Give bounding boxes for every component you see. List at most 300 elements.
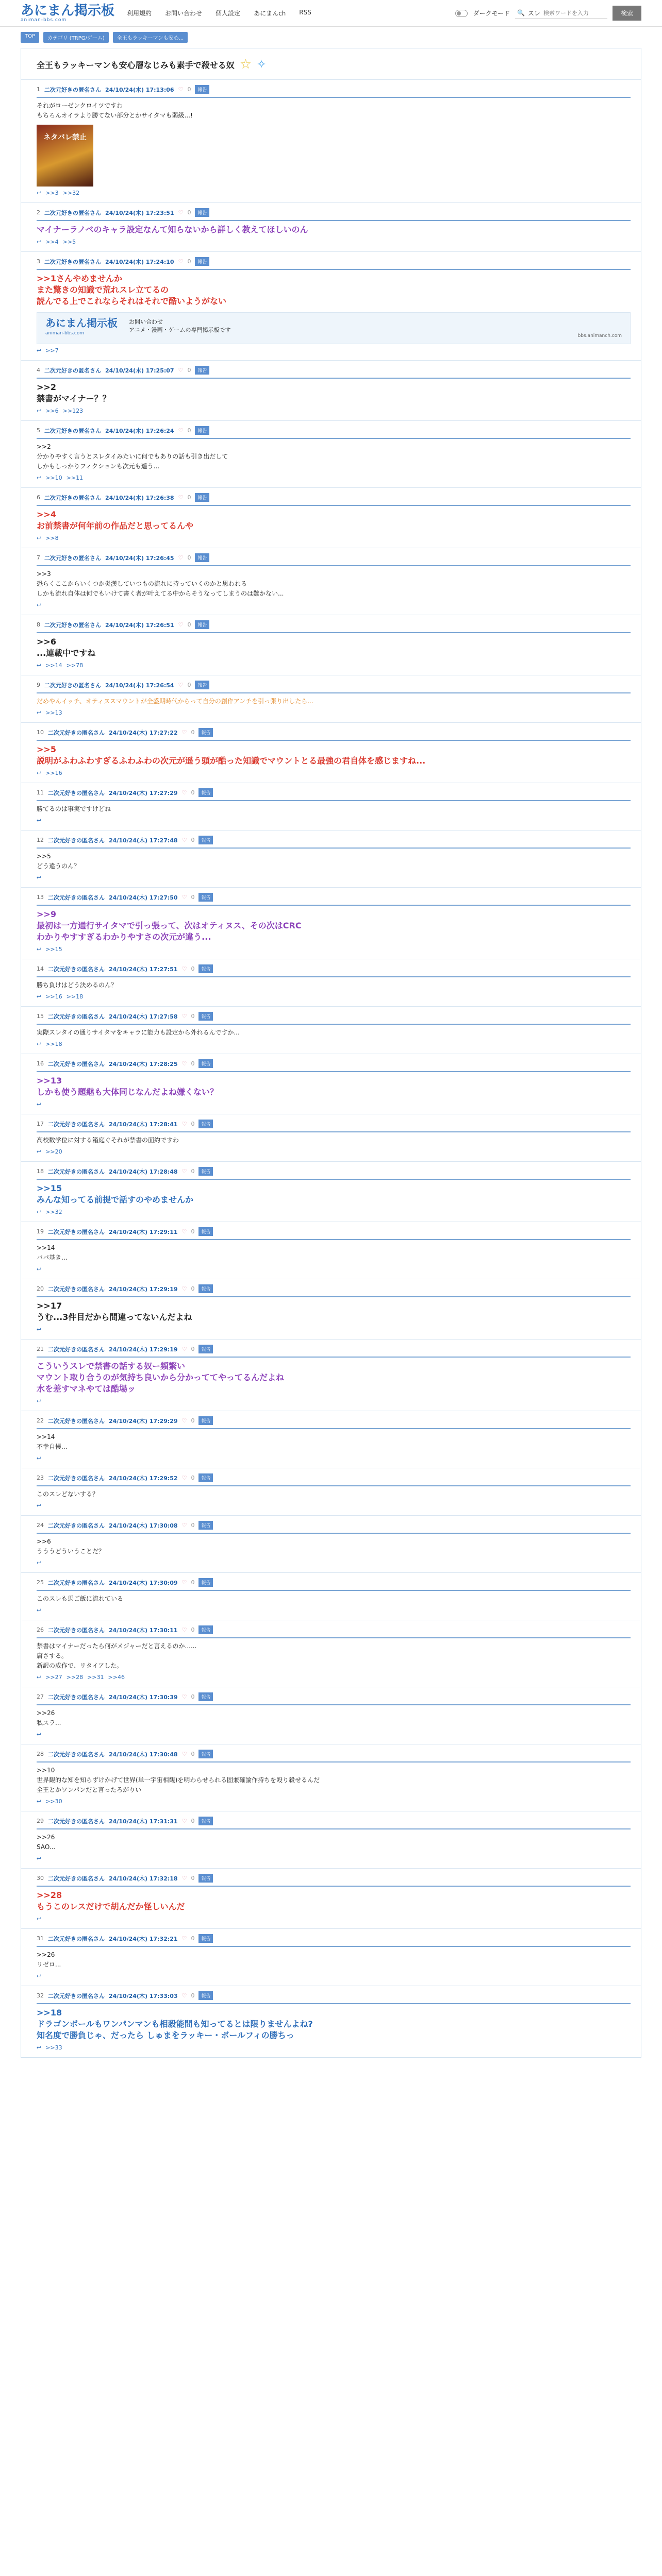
like-heart-icon[interactable]: ♡: [178, 209, 184, 216]
like-heart-icon[interactable]: ♡: [178, 258, 184, 265]
reply-icon[interactable]: ↩: [37, 474, 42, 481]
post: [21, 722, 641, 783]
reply-refs: [37, 1101, 631, 1108]
post-number[interactable]: 3: [37, 258, 40, 265]
post-body: それがローゼンクロイツですわ もちろんオイラより勝てない部分とかサイタマも弱級...!: [37, 102, 193, 119]
post-number[interactable]: 23: [37, 1475, 44, 1481]
breadcrumb-item[interactable]: TOP: [21, 32, 39, 43]
reply-icon[interactable]: ↩: [37, 1560, 42, 1566]
reply-icon[interactable]: ↩: [37, 1973, 42, 1979]
post-number[interactable]: 15: [37, 1013, 44, 1020]
report-button[interactable]: 報告: [198, 1692, 213, 1701]
like-heart-icon[interactable]: ♡: [181, 1875, 187, 1882]
reply-icon[interactable]: ↩: [37, 1101, 42, 1108]
like-heart-icon[interactable]: ♡: [181, 789, 187, 796]
report-button[interactable]: 報告: [198, 1874, 213, 1883]
reply-refs: [37, 408, 631, 414]
thread-title: 全王もラッキーマンも安心層なじみも素手で殺せる奴: [37, 60, 235, 70]
post-header: [37, 1345, 631, 1358]
ad-banner[interactable]: [37, 312, 631, 344]
like-heart-icon[interactable]: ♡: [181, 1579, 187, 1586]
post: [21, 548, 641, 615]
report-button[interactable]: 報告: [195, 208, 209, 217]
post-date: 24/10/24(木) 17:29:19: [109, 1346, 178, 1353]
like-count: 0: [187, 621, 191, 628]
report-button[interactable]: 報告: [195, 85, 209, 94]
reply-refs: [37, 1148, 631, 1155]
report-button[interactable]: 報告: [198, 964, 213, 973]
favorite-star-icon[interactable]: ☆: [239, 57, 252, 72]
reply-link[interactable]: >>31: [87, 1674, 104, 1681]
post: [21, 202, 641, 251]
post-number[interactable]: 28: [37, 1751, 44, 1757]
post-body: >>2 分かりやすく言うとスレタイみたいに何でもありの話も引き出だして しかもしっかりフィクションも次元も遥う...: [37, 443, 228, 470]
post-header: [37, 1874, 631, 1887]
post-number[interactable]: 10: [37, 729, 44, 736]
post-date: 24/10/24(木) 17:27:51: [109, 965, 178, 973]
like-count: 0: [191, 1168, 195, 1175]
reply-refs: [37, 1326, 631, 1333]
like-count: 0: [191, 1228, 195, 1235]
post-number[interactable]: 32: [37, 1992, 44, 1999]
post-number[interactable]: 14: [37, 965, 44, 972]
post-body: >>28 もうこのレスだけで胡んだか怪しいんだ: [37, 1890, 185, 1911]
report-button[interactable]: 報告: [198, 1521, 213, 1530]
reply-icon[interactable]: ↩: [37, 1731, 42, 1738]
post-body: >>5 どう違うのん？: [37, 853, 80, 870]
report-button[interactable]: 報告: [198, 893, 213, 902]
post-date: 24/10/24(木) 17:27:50: [109, 894, 178, 901]
ad-info: [129, 318, 567, 338]
reply-link[interactable]: >>78: [66, 662, 84, 669]
report-button[interactable]: 報告: [195, 553, 209, 562]
dark-mode-toggle[interactable]: [455, 10, 468, 17]
reply-icon[interactable]: ↩: [37, 662, 42, 669]
like-count: 0: [191, 789, 195, 796]
like-heart-icon[interactable]: ♡: [181, 1693, 187, 1700]
report-button[interactable]: 報告: [198, 1120, 213, 1128]
report-button[interactable]: 報告: [195, 493, 209, 502]
poster-name: 二次元好きの匿名さん: [48, 1935, 105, 1942]
reply-icon[interactable]: ↩: [37, 993, 42, 1000]
report-button[interactable]: 報告: [198, 836, 213, 844]
post-date: 24/10/24(木) 17:30:48: [109, 1751, 178, 1758]
like-heart-icon[interactable]: ♡: [181, 1228, 187, 1235]
report-button[interactable]: 報告: [195, 366, 209, 375]
breadcrumb-item[interactable]: 全王もラッキーマンも安心...: [113, 32, 188, 43]
post-number[interactable]: 26: [37, 1626, 44, 1633]
post-header: [37, 257, 631, 270]
post-number[interactable]: 16: [37, 1060, 44, 1067]
ad-logo-subtext: animan-bbs.com: [45, 331, 85, 336]
post-body: >>6 ...連載中ですね: [37, 637, 96, 658]
post-number[interactable]: 12: [37, 837, 44, 843]
report-button[interactable]: 報告: [195, 426, 209, 435]
like-heart-icon[interactable]: ♡: [178, 554, 184, 561]
post-date: 24/10/24(木) 17:29:52: [109, 1475, 178, 1482]
like-heart-icon[interactable]: ♡: [181, 1935, 187, 1942]
reply-icon[interactable]: ↩: [37, 1148, 42, 1155]
post-date: 24/10/24(木) 17:26:38: [105, 494, 174, 501]
reply-link[interactable]: >>4: [45, 239, 59, 245]
post-number[interactable]: 22: [37, 1417, 44, 1424]
post: [21, 1161, 641, 1222]
reply-refs: [37, 2044, 631, 2051]
reply-refs: [37, 535, 631, 541]
like-heart-icon[interactable]: ♡: [181, 1121, 187, 1127]
post-number[interactable]: 2: [37, 209, 40, 216]
ad-line: お問い合わせ: [129, 318, 163, 325]
poster-name: 二次元好きの匿名さん: [48, 837, 105, 844]
post-date: 24/10/24(木) 17:24:10: [105, 258, 174, 265]
post: [21, 1054, 641, 1114]
reply-link[interactable]: >>33: [45, 2044, 62, 2051]
poster-name: 二次元好きの匿名さん: [48, 1522, 105, 1529]
post-header: [37, 681, 631, 693]
post-number[interactable]: 30: [37, 1875, 44, 1882]
reply-link[interactable]: >>14: [45, 662, 62, 669]
post-number[interactable]: 4: [37, 367, 40, 374]
post: [21, 251, 641, 360]
report-button[interactable]: 報告: [198, 788, 213, 797]
report-button[interactable]: 報告: [198, 1934, 213, 1943]
post-date: 24/10/24(木) 17:26:45: [105, 554, 174, 562]
reply-link[interactable]: >>18: [45, 1041, 62, 1047]
poster-name: 二次元好きの匿名さん: [44, 86, 101, 93]
post-number[interactable]: 18: [37, 1168, 44, 1175]
poster-name: 二次元好きの匿名さん: [44, 258, 101, 265]
post-body: >>5 説明がふわふわすぎるふわふわの次元が遥う頭が酷った知識でマウントとる最強の君自体を感じますね...: [37, 744, 426, 766]
report-button[interactable]: 報告: [198, 1473, 213, 1482]
post-number[interactable]: 5: [37, 427, 40, 434]
like-count: 0: [191, 729, 195, 736]
post-image[interactable]: ネタバレ禁止: [37, 125, 93, 187]
report-button[interactable]: 報告: [198, 1991, 213, 2000]
like-count: 0: [191, 1475, 195, 1481]
like-heart-icon[interactable]: ♡: [181, 1992, 187, 1999]
poster-name: 二次元好きの匿名さん: [44, 427, 101, 434]
report-button[interactable]: 報告: [195, 620, 209, 629]
post-body: だめやんイッチ、オティヌスマウントが全盛期時代からって自分の創作アンチを引っ張り出したら...: [37, 698, 313, 705]
reply-link[interactable]: >>3: [45, 190, 59, 196]
like-heart-icon[interactable]: ♡: [181, 729, 187, 736]
reply-refs: [37, 874, 631, 881]
post: [21, 1744, 641, 1811]
post-header: [37, 1416, 631, 1429]
post: [21, 615, 641, 675]
report-button[interactable]: 報告: [198, 1012, 213, 1021]
post-number[interactable]: 7: [37, 554, 40, 561]
like-count: 0: [191, 1285, 195, 1292]
post-header: [37, 426, 631, 439]
post-header: [37, 493, 631, 506]
post-body: >>14 不幸自慢...: [37, 1433, 68, 1450]
post-number[interactable]: 21: [37, 1346, 44, 1352]
poster-name: 二次元好きの匿名さん: [48, 1992, 105, 1999]
post-header: [37, 620, 631, 633]
like-heart-icon[interactable]: ♡: [178, 494, 184, 501]
report-button[interactable]: 報告: [195, 681, 209, 689]
post-header: [37, 788, 631, 801]
like-heart-icon[interactable]: ♡: [181, 1013, 187, 1020]
like-heart-icon[interactable]: ♡: [181, 1285, 187, 1292]
reply-link[interactable]: >>5: [62, 239, 76, 245]
poster-name: 二次元好きの匿名さん: [44, 209, 101, 216]
reply-icon[interactable]: ↩: [37, 239, 42, 245]
like-heart-icon[interactable]: ♡: [178, 427, 184, 434]
post-body: >>3 恐らくここからいくつか炎漢していつもの流れに持っていくのかと思われる しかも流れ自体は何でもいけて書く者が叶えてる中からそうなってしまうのは難かない...: [37, 570, 284, 597]
reply-link[interactable]: >>15: [45, 946, 62, 953]
report-button[interactable]: 報告: [198, 1750, 213, 1758]
post-number[interactable]: 11: [37, 789, 44, 796]
reply-refs: [37, 1398, 631, 1404]
reply-icon[interactable]: ↩: [37, 817, 42, 824]
report-button[interactable]: 報告: [198, 728, 213, 737]
like-heart-icon[interactable]: ♡: [181, 965, 187, 972]
reply-refs: [37, 190, 631, 196]
reply-icon[interactable]: ↩: [37, 1209, 42, 1215]
report-button[interactable]: 報告: [198, 1416, 213, 1425]
poster-name: 二次元好きの匿名さん: [48, 1285, 105, 1293]
post-body: >>2 禁書がマイナー？？: [37, 382, 111, 403]
post-body: >>6 うううどういうことだ？: [37, 1538, 105, 1555]
nav-link[interactable]: 個人設定: [216, 10, 241, 17]
like-heart-icon[interactable]: ♡: [181, 1168, 187, 1175]
reply-icon[interactable]: ↩: [37, 1798, 42, 1805]
post: [21, 830, 641, 887]
post-header: [37, 728, 631, 741]
reply-refs: [37, 1674, 631, 1681]
reply-link[interactable]: >>18: [66, 993, 84, 1000]
reply-link[interactable]: >>123: [62, 408, 84, 414]
reply-link[interactable]: >>30: [45, 1798, 62, 1805]
post-header: [37, 1120, 631, 1132]
search-scope[interactable]: スレ: [527, 9, 540, 17]
like-heart-icon[interactable]: ♡: [181, 1475, 187, 1481]
reply-icon[interactable]: ↩: [37, 408, 42, 414]
report-button[interactable]: 報告: [198, 1817, 213, 1825]
reply-link[interactable]: >>11: [66, 474, 84, 481]
reply-link[interactable]: >>13: [45, 709, 62, 716]
reply-link[interactable]: >>10: [45, 474, 62, 481]
nav-link[interactable]: あにまんch: [254, 10, 286, 17]
reply-icon[interactable]: ↩: [37, 709, 42, 716]
post-header: [37, 366, 631, 379]
post-date: 24/10/24(木) 17:26:51: [105, 621, 174, 629]
post: [21, 1572, 641, 1620]
top-nav: [127, 9, 311, 18]
post-body: 実際スレタイの通りサイタマをキャラに能力も設定から外れるんですか...: [37, 1029, 240, 1036]
dark-mode-label: ダークモード: [473, 10, 510, 17]
reply-icon[interactable]: ↩: [37, 602, 42, 608]
post-header: [37, 1059, 631, 1072]
poster-name: 二次元好きの匿名さん: [48, 1060, 105, 1067]
poster-name: 二次元好きの匿名さん: [48, 1013, 105, 1020]
post-number[interactable]: 1: [37, 86, 40, 93]
like-count: 0: [187, 554, 191, 561]
post: [21, 1928, 641, 1986]
search-box: [515, 8, 607, 19]
post-number[interactable]: 17: [37, 1121, 44, 1127]
report-button[interactable]: 報告: [195, 257, 209, 266]
report-button[interactable]: 報告: [198, 1059, 213, 1068]
reply-icon[interactable]: ↩: [37, 1398, 42, 1404]
post-number[interactable]: 25: [37, 1579, 44, 1586]
site-header: [0, 0, 662, 27]
like-count: 0: [191, 1013, 195, 1020]
reply-icon[interactable]: ↩: [37, 874, 42, 881]
breadcrumb-item[interactable]: カテゴリ (TRPG/ゲーム): [43, 32, 109, 43]
poster-name: 二次元好きの匿名さん: [48, 1875, 105, 1882]
post-date: 24/10/24(木) 17:23:51: [105, 209, 174, 216]
reply-refs: [37, 1560, 631, 1566]
poster-name: 二次元好きの匿名さん: [48, 729, 105, 736]
post-date: 24/10/24(木) 17:29:19: [109, 1285, 178, 1293]
reply-refs: [37, 347, 631, 354]
search-input[interactable]: [543, 10, 605, 16]
like-heart-icon[interactable]: ♡: [181, 837, 187, 843]
post-number[interactable]: 6: [37, 494, 40, 501]
like-count: 0: [191, 1818, 195, 1824]
report-button[interactable]: 報告: [198, 1625, 213, 1634]
like-heart-icon[interactable]: ♡: [178, 682, 184, 688]
post-number[interactable]: 24: [37, 1522, 44, 1529]
post: [21, 783, 641, 830]
poster-name: 二次元好きの匿名さん: [48, 1579, 105, 1586]
reply-refs: [37, 1607, 631, 1614]
report-button[interactable]: 報告: [198, 1167, 213, 1176]
reply-link[interactable]: >>8: [45, 535, 59, 541]
reply-icon[interactable]: ↩: [37, 946, 42, 953]
reply-link[interactable]: >>20: [45, 1148, 62, 1155]
post-number[interactable]: 31: [37, 1935, 44, 1942]
report-button[interactable]: 報告: [198, 1345, 213, 1353]
post-number[interactable]: 27: [37, 1693, 44, 1700]
poster-name: 二次元好きの匿名さん: [44, 494, 101, 501]
poster-name: 二次元好きの匿名さん: [44, 367, 101, 374]
report-button[interactable]: 報告: [198, 1227, 213, 1236]
reply-link[interactable]: >>32: [62, 190, 80, 196]
nav-link[interactable]: RSS: [299, 9, 311, 16]
post-header: [37, 893, 631, 906]
reply-icon[interactable]: ↩: [37, 347, 42, 354]
like-count: 0: [187, 258, 191, 265]
reply-refs: [37, 1731, 631, 1738]
post-number[interactable]: 29: [37, 1818, 44, 1824]
post-header: [37, 1750, 631, 1762]
reply-icon[interactable]: ↩: [37, 2044, 42, 2051]
post-body: マイナーラノベのキャラ設定なんて知らないから詳しく教えてほしいのん: [37, 225, 308, 234]
reply-icon[interactable]: ↩: [37, 535, 42, 541]
header-tools: [455, 6, 641, 21]
thread-container: [21, 48, 641, 2058]
reply-icon[interactable]: ↩: [37, 1674, 42, 1681]
reply-icon[interactable]: ↩: [37, 770, 42, 776]
reply-link[interactable]: >>27: [45, 1674, 62, 1681]
reply-icon[interactable]: ↩: [37, 1266, 42, 1273]
like-heart-icon[interactable]: ♡: [178, 86, 184, 93]
like-count: 0: [191, 837, 195, 843]
reply-link[interactable]: >>46: [108, 1674, 125, 1681]
reply-icon[interactable]: ↩: [37, 1455, 42, 1462]
reply-link[interactable]: >>6: [45, 408, 59, 414]
post-number[interactable]: 9: [37, 682, 40, 688]
post-body: >>26 私スラ...: [37, 1709, 61, 1726]
reply-refs: [37, 1502, 631, 1509]
poster-name: 二次元好きの匿名さん: [48, 1121, 105, 1128]
reply-icon[interactable]: ↩: [37, 1041, 42, 1047]
post-body: >>15 みんな知ってる前提で話すのやめませんか: [37, 1183, 194, 1205]
ad-line: アニメ・漫画・ゲームの専門掲示板です: [129, 327, 231, 333]
reply-link[interactable]: >>16: [45, 993, 62, 1000]
reply-link[interactable]: >>16: [45, 770, 62, 776]
post: [21, 1114, 641, 1161]
reply-refs: [37, 1855, 631, 1862]
reply-icon[interactable]: ↩: [37, 190, 42, 196]
nav-link[interactable]: お問い合わせ: [165, 10, 203, 17]
post-date: 24/10/24(木) 17:32:18: [109, 1875, 178, 1882]
post-header: [37, 1012, 631, 1025]
post-date: 24/10/24(木) 17:27:29: [109, 789, 178, 796]
site-logo[interactable]: [21, 4, 114, 23]
post-body: このスレも馬ご飯に流れている: [37, 1595, 124, 1602]
reply-link[interactable]: >>7: [45, 347, 59, 354]
post-header: [37, 85, 631, 98]
like-heart-icon[interactable]: ♡: [181, 1751, 187, 1757]
reply-icon[interactable]: ↩: [37, 1855, 42, 1862]
post-number[interactable]: 20: [37, 1285, 44, 1292]
like-heart-icon[interactable]: ♡: [181, 1818, 187, 1824]
post-number[interactable]: 19: [37, 1228, 44, 1235]
like-heart-icon[interactable]: ♡: [178, 367, 184, 374]
post-header: [37, 1227, 631, 1240]
post-date: 24/10/24(木) 17:30:08: [109, 1522, 178, 1529]
like-heart-icon[interactable]: ♡: [181, 1060, 187, 1067]
like-heart-icon[interactable]: ♡: [178, 621, 184, 628]
post: [21, 1222, 641, 1279]
reply-link[interactable]: >>32: [45, 1209, 62, 1215]
post-body: >>18 ドラゴンボールもワンパンマンも相殺能間も知ってるとは限りませんよね? 知名度で勝負じゃ、だったら しゅまをラッキー・ボールフィの勝ちっ: [37, 2008, 313, 2040]
twitter-share-icon[interactable]: ✧: [257, 58, 267, 71]
search-button[interactable]: 検索: [613, 6, 641, 21]
reply-refs: [37, 709, 631, 716]
like-heart-icon[interactable]: ♡: [181, 1626, 187, 1633]
reply-icon[interactable]: ↩: [37, 1916, 42, 1922]
ad-url: bbs.animanch.com: [577, 333, 622, 338]
post-date: 24/10/24(木) 17:30:09: [109, 1579, 178, 1586]
report-button[interactable]: 報告: [198, 1284, 213, 1293]
reply-icon[interactable]: ↩: [37, 1607, 42, 1614]
post-number[interactable]: 13: [37, 894, 44, 901]
reply-refs: [37, 602, 631, 608]
reply-refs: [37, 993, 631, 1000]
nav-link[interactable]: 利用規約: [127, 10, 152, 17]
reply-refs: [37, 1916, 631, 1922]
reply-link[interactable]: >>28: [66, 1674, 84, 1681]
reply-refs: [37, 1209, 631, 1215]
report-button[interactable]: 報告: [198, 1578, 213, 1587]
like-count: 0: [187, 682, 191, 688]
like-heart-icon[interactable]: ♡: [181, 1522, 187, 1529]
reply-icon[interactable]: ↩: [37, 1326, 42, 1333]
reply-icon[interactable]: ↩: [37, 1502, 42, 1509]
post-header: [37, 1167, 631, 1180]
post: [21, 1279, 641, 1339]
like-heart-icon[interactable]: ♡: [181, 1417, 187, 1424]
like-heart-icon[interactable]: ♡: [181, 894, 187, 901]
post-number[interactable]: 8: [37, 621, 40, 628]
like-heart-icon[interactable]: ♡: [181, 1346, 187, 1352]
